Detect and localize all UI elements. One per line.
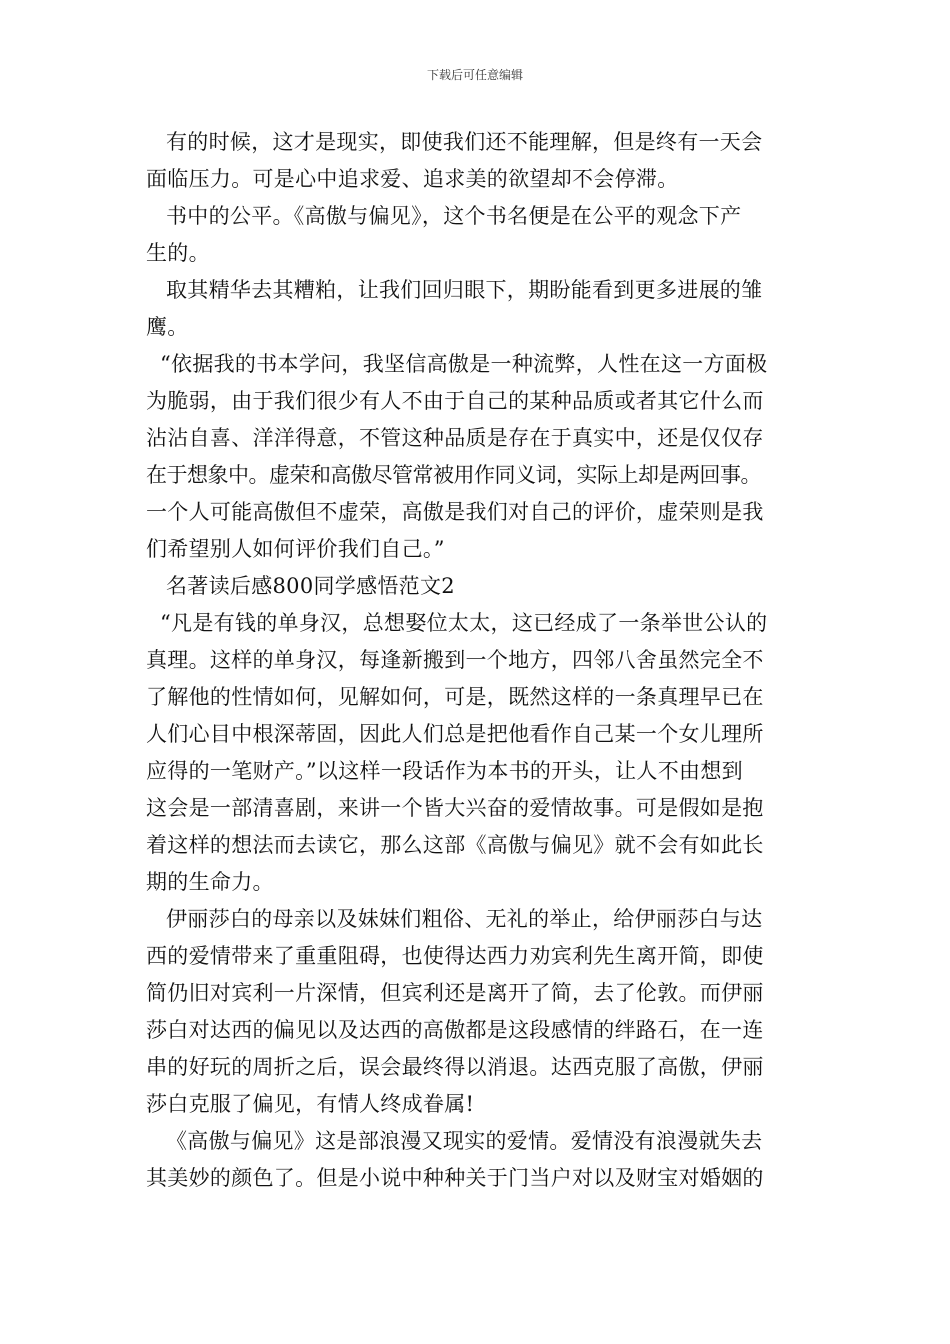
text-line: 为脆弱，由于我们很少有人不由于自己的某种品质或者其它什么而 <box>146 389 764 413</box>
text-line: 真理。这样的单身汉，每逢新搬到一个地方，四邻八舍虽然完全不 <box>146 648 764 672</box>
text-line: 在于想象中。虚荣和高傲尽管常被用作同义词，实际上却是两回事。 <box>146 463 761 487</box>
text-line: 着这样的想法而去读它，那么这部《高傲与偏见》就不会有如此长 <box>146 833 764 857</box>
text-line: 西的爱情带来了重重阻碍，也使得达西力劝宾利先生离开简，即使 <box>146 944 764 968</box>
text-line: 生的。 <box>146 241 210 265</box>
text-line: 其美妙的颜色了。但是小说中种种关于门当户对以及财宝对婚姻的 <box>146 1166 764 1190</box>
text-line: 《高傲与偏见》这是部浪漫又现实的爱情。爱情没有浪漫就失去 <box>166 1129 763 1153</box>
text-line: “凡是有钱的单身汉，总想娶位太太，这已经成了一条举世公认的 <box>160 611 768 635</box>
text-line: 莎白克服了偏见，有情人终成眷属! <box>146 1092 475 1116</box>
text-line: 鹰。 <box>146 315 189 339</box>
text-line: 面临压力。可是心中追求爱、追求美的欲望却不会停滞。 <box>146 167 679 191</box>
text-line: 莎白对达西的偏见以及达西的高傲都是这段感情的绊路石，在一连 <box>146 1018 764 1042</box>
paragraph-1 <box>146 124 810 198</box>
paragraph-7 <box>146 1123 810 1197</box>
section-heading <box>146 568 810 605</box>
text-line: 沾沾自喜、洋洋得意，不管这种品质是存在于真实中，还是仅仅存 <box>146 426 764 450</box>
text-line: 这会是一部清喜剧，来讲一个皆大兴奋的爱情故事。可是假如是抱 <box>146 796 764 820</box>
paragraph-4 <box>146 346 810 568</box>
text-line: 人们心目中根深蒂固，因此人们总是把他看作自己某一个女儿理所 <box>146 722 764 746</box>
document-body <box>146 124 810 1197</box>
text-line: 们希望别人如何评价我们自己。” <box>146 537 445 561</box>
text-line: 了解他的性情如何，见解如何，可是，既然这样的一条真理早已在 <box>146 685 764 709</box>
paragraph-5 <box>146 605 810 901</box>
paragraph-6 <box>146 901 810 1123</box>
heading-text: 名著读后感800同学感悟范文2 <box>166 574 455 598</box>
text-line: 取其精华去其糟粕，让我们回归眼下，期盼能看到更多进展的雏 <box>166 278 763 302</box>
text-line: 应得的一笔财产。”以这样一段话作为本书的开头，让人不由想到 <box>146 759 743 783</box>
paragraph-2 <box>146 198 810 272</box>
text-line: 期的生命力。 <box>146 870 274 894</box>
text-line: 有的时候，这才是现实，即使我们还不能理解，但是终有一天会 <box>166 130 763 154</box>
text-line: 一个人可能高傲但不虚荣，高傲是我们对自己的评价，虚荣则是我 <box>146 500 764 524</box>
page-header: 下载后可任意编辑 <box>426 68 523 82</box>
text-line: 书中的公平。《高傲与偏见》，这个书名便是在公平的观念下产 <box>166 204 742 228</box>
text-line: 伊丽莎白的母亲以及妹妹们粗俗、无礼的举止，给伊丽莎白与达 <box>166 907 763 931</box>
text-line: 串的好玩的周折之后，误会最终得以消退。达西克服了高傲，伊丽 <box>146 1055 764 1079</box>
text-line: “依据我的书本学问，我坚信高傲是一种流弊，人性在这一方面极 <box>160 352 768 376</box>
paragraph-3 <box>146 272 810 346</box>
text-line: 简仍旧对宾利一片深情，但宾利还是离开了简，去了伦敦。而伊丽 <box>146 981 764 1005</box>
